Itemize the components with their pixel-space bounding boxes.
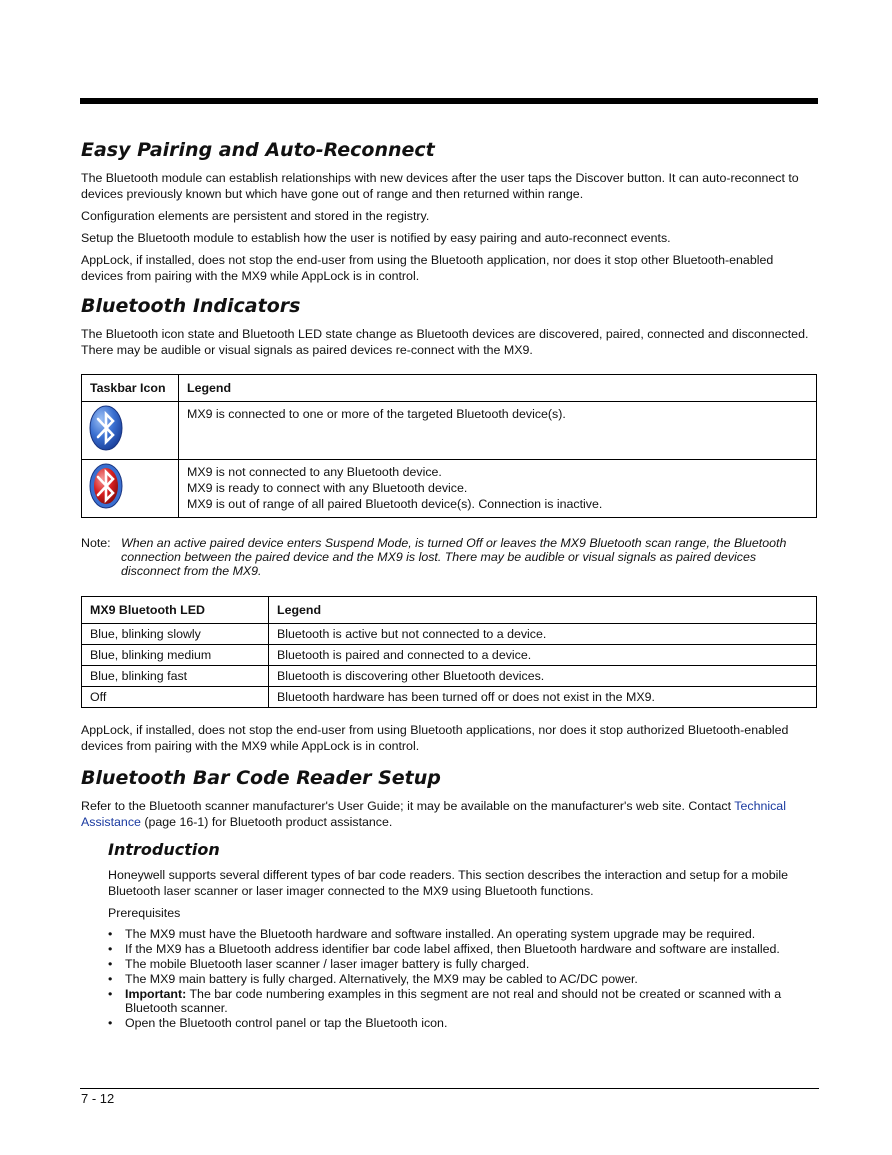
list-item: • The MX9 main battery is fully charged. Alternatively, the MX9 may be cabled to AC/DC power.	[108, 972, 817, 986]
list-item	[108, 987, 817, 1015]
heading-bar-code-reader-setup: Bluetooth Bar Code Reader Setup	[81, 767, 441, 789]
page-content	[81, 138, 817, 1031]
bluetooth-connected-icon	[88, 404, 124, 452]
table-header-cell: Legend	[269, 597, 817, 624]
important-text: The bar code numbering examples in this segment are not real and should not be created or scanned with a Bluetooth scanner.	[125, 987, 782, 1015]
important-label: Important:	[125, 987, 187, 1001]
bluetooth-disconnected-icon	[88, 462, 124, 510]
bluetooth-led-table	[81, 596, 817, 708]
table-header-cell: Taskbar Icon	[82, 375, 179, 402]
table-cell: Blue, blinking medium	[82, 645, 269, 666]
heading-easy-pairing: Easy Pairing and Auto-Reconnect	[81, 139, 435, 161]
list-item: • The mobile Bluetooth laser scanner / laser imager battery is fully charged.	[108, 957, 817, 971]
legend-line: MX9 is connected to one or more of the targeted Bluetooth device(s).	[187, 407, 566, 421]
table-row	[82, 666, 817, 687]
table-cell: Blue, blinking slowly	[82, 624, 269, 645]
table-cell: Blue, blinking fast	[82, 666, 269, 687]
paragraph: The Bluetooth icon state and Bluetooth LED state change as Bluetooth devices are discovered, paired, connected and disconnected. There may be audible or visual signals as paired devices re-connect with the MX9.	[81, 327, 809, 357]
table-cell: Bluetooth is active but not connected to a device.	[269, 624, 817, 645]
footer-rule	[80, 1088, 819, 1089]
table-header-cell: MX9 Bluetooth LED	[82, 597, 269, 624]
table-header-row	[82, 375, 817, 402]
table-row	[82, 645, 817, 666]
note-label: Note:	[81, 536, 111, 550]
table-cell: Bluetooth hardware has been turned off or does not exist in the MX9.	[269, 687, 817, 708]
list-item: • Open the Bluetooth control panel or tap the Bluetooth icon.	[108, 1016, 817, 1030]
paragraph: The Bluetooth module can establish relationships with new devices after the user taps the Discover button. It can auto-reconnect to devices previously known but which have gone out of range and then returned within range.	[81, 171, 799, 201]
heading-introduction: Introduction	[108, 840, 220, 859]
text: Refer to the Bluetooth scanner manufacturer's User Guide; it may be available on the manufacturer's web site. Contact	[81, 799, 735, 813]
list-item: • The MX9 must have the Bluetooth hardware and software installed. An operating system upgrade may be required.	[108, 927, 817, 941]
list-item: • If the MX9 has a Bluetooth address identifier bar code label affixed, then Bluetooth hardware and software are installed.	[108, 942, 817, 956]
legend-line: MX9 is ready to connect with any Bluetooth device.	[187, 481, 468, 495]
table-row	[82, 624, 817, 645]
page-number: 7 - 12	[81, 1091, 115, 1106]
paragraph: AppLock, if installed, does not stop the end-user from using Bluetooth applications, nor does it stop authorized Bluetooth-enabled devices from pairing with the MX9 while AppLock is in control.	[81, 723, 789, 753]
legend-line: MX9 is not connected to any Bluetooth device.	[187, 465, 442, 479]
heading-bluetooth-indicators: Bluetooth Indicators	[81, 295, 301, 317]
introduction-section	[108, 840, 817, 1030]
table-row	[82, 460, 817, 518]
table-cell-legend	[179, 402, 817, 460]
table-row	[82, 402, 817, 460]
prerequisites-list	[108, 927, 817, 1030]
header-rule	[80, 98, 818, 104]
paragraph: Configuration elements are persistent and stored in the registry.	[81, 209, 430, 223]
table-header-cell: Legend	[179, 375, 817, 402]
note-text: When an active paired device enters Suspend Mode, is turned Off or leaves the MX9 Bluetooth scan range, the Bluetooth connection between the paired device and the MX9 is lost. There may be audible or visual signals as paired devices disconnect from the MX9.	[121, 536, 787, 578]
table-row	[82, 687, 817, 708]
table-cell-legend	[179, 460, 817, 518]
table-cell: Bluetooth is paired and connected to a device.	[269, 645, 817, 666]
paragraph-with-link	[81, 798, 817, 830]
paragraph: Setup the Bluetooth module to establish how the user is notified by easy pairing and auto-reconnect events.	[81, 231, 671, 245]
text: (page 16-1) for Bluetooth product assistance.	[140, 815, 393, 829]
paragraph: Honeywell supports several different types of bar code readers. This section describes the interaction and setup for a mobile Bluetooth laser scanner or laser imager connected to the MX9 using Bluetooth functions.	[108, 868, 789, 898]
paragraph: AppLock, if installed, does not stop the end-user from using the Bluetooth application, nor does it stop other Bluetooth-enabled devices from pairing with the MX9 while AppLock is in control.	[81, 253, 774, 283]
table-header-row	[82, 597, 817, 624]
note	[81, 536, 817, 578]
taskbar-icon-table	[81, 374, 817, 518]
table-cell-icon	[82, 460, 179, 518]
table-cell: Off	[82, 687, 269, 708]
legend-line: MX9 is out of range of all paired Bluetooth device(s). Connection is inactive.	[187, 497, 603, 511]
table-cell-icon	[82, 402, 179, 460]
prerequisites-label: Prerequisites	[108, 906, 181, 920]
technical-assistance-link[interactable]: Technical Assistance	[81, 799, 786, 829]
table-cell: Bluetooth is discovering other Bluetooth devices.	[269, 666, 817, 687]
